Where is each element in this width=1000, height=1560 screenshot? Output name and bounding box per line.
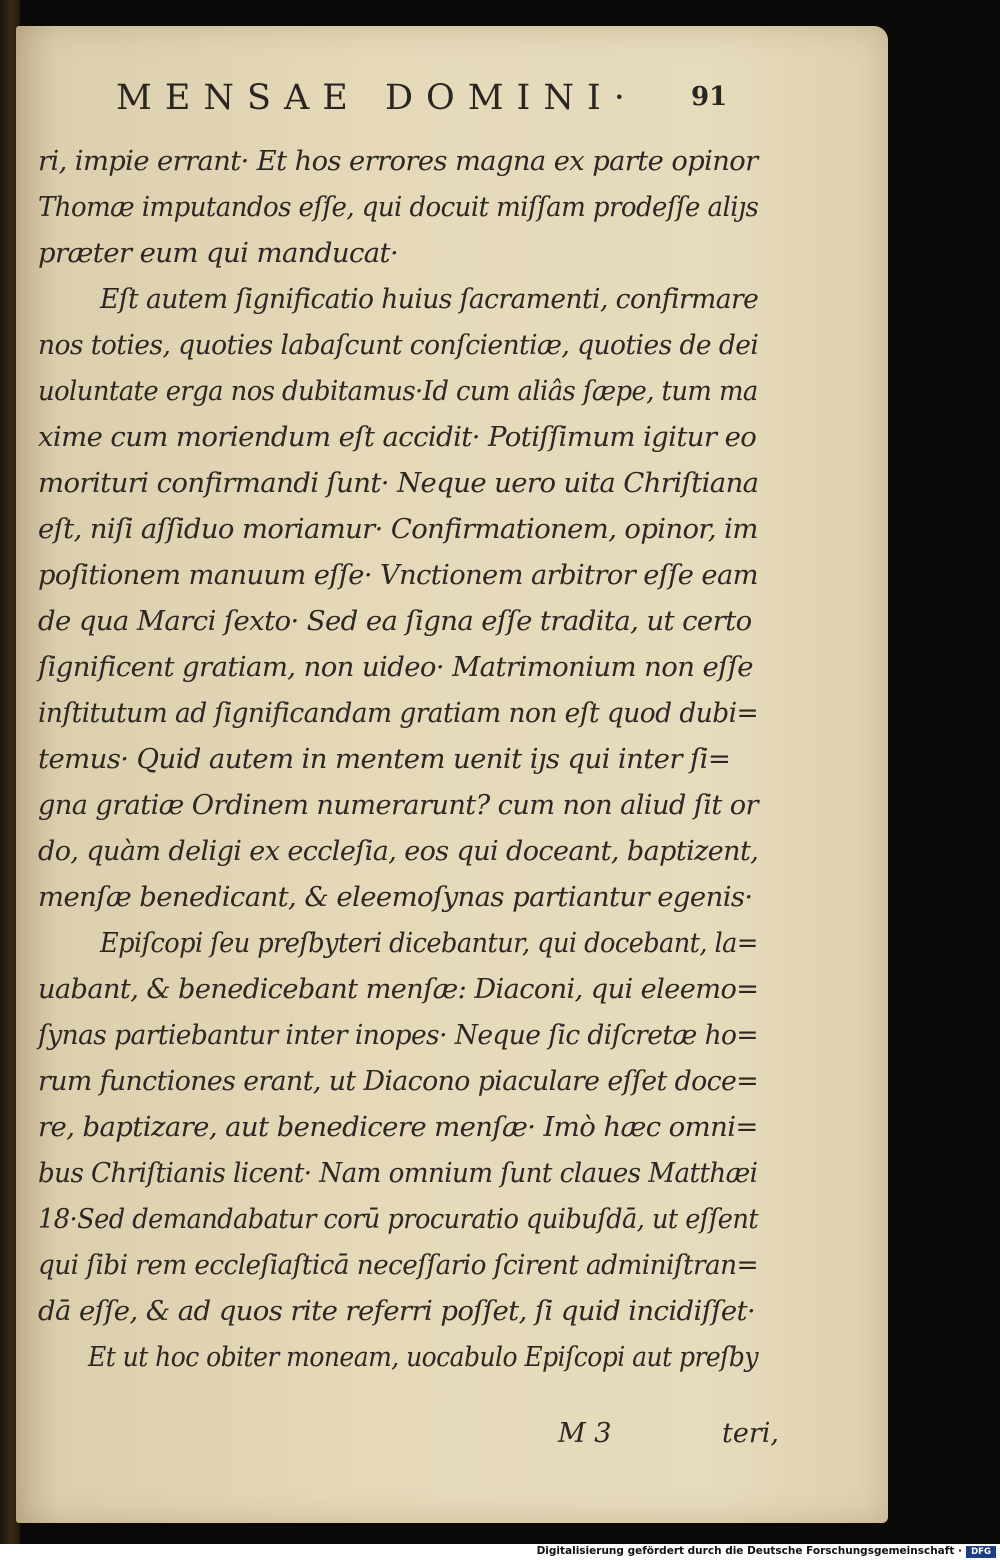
text-line: præter eum qui manducat· xyxy=(38,237,399,269)
text-line: uabant, & benedicebant menſæ: Diaconi, qui eleemo= xyxy=(38,973,759,1005)
text-line: qui ſibi rem eccleſiaſticā neceſſario ſcirent adminiſtran= xyxy=(38,1249,758,1281)
text-line: inſtitutum ad ſignificandam gratiam non eſt quod dubi= xyxy=(38,697,759,729)
text-line: bus Chriſtianis licent· Nam omnium ſunt claues Matthæi xyxy=(38,1157,758,1189)
text-line: Et ut hoc obiter moneam, uocabulo Epiſcopi aut preſby xyxy=(88,1341,758,1373)
text-line: Epiſcopi ſeu preſbyteri dicebantur, qui docebant, la= xyxy=(100,927,758,959)
text-line: Thomæ imputandos eſſe, qui docuit miſſam prodeſſe aliȷs xyxy=(38,191,759,223)
running-head xyxy=(116,60,736,130)
page-number: 91 xyxy=(691,82,728,112)
page-foot xyxy=(38,1418,798,1464)
text-line: eſt, niſi aſſiduo moriamur· Confirmationem, opinor, im xyxy=(38,513,758,545)
text-line: 18·Sed demandabatur corū procuratio quibuſdā, ut eſſent xyxy=(38,1203,759,1235)
text-line: ſynas partiebantur inter inopes· Neque ſic diſcretæ ho= xyxy=(38,1019,759,1051)
text-line: dā eſſe, & ad quos rite referri poſſet, ſi quid incidiſſet· xyxy=(38,1295,756,1327)
text-line: rum functiones erant, ut Diacono piaculare eſſet doce= xyxy=(38,1065,759,1097)
text-line: uoluntate erga nos dubitamus·Id cum aliâs ſæpe, tum ma xyxy=(38,375,758,407)
text-line: ſignificent gratiam, non uideo· Matrimonium non eſſe xyxy=(38,651,753,683)
text-line: morituri confirmandi ſunt· Neque uero uita Chriſtiana xyxy=(38,467,759,499)
text-line: de qua Marci ſexto· Sed ea ſigna eſſe tradita, ut certo xyxy=(38,605,752,637)
footer-bar xyxy=(0,1544,1000,1560)
funding-credit: Digitalisierung gefördert durch die Deutsche Forschungsgemeinschaft · xyxy=(536,1545,962,1557)
dfg-logo: DFG xyxy=(966,1546,996,1558)
text-line: menſæ benedicant, & eleemoſynas partiantur egenis· xyxy=(38,881,753,913)
text-line: xime cum moriendum eſt accidit· Potiſſimum igitur eo xyxy=(38,421,757,453)
signature-mark: M 3 xyxy=(558,1418,612,1449)
text-line: gna gratiæ Ordinem numerarunt? cum non aliud ſit or xyxy=(38,789,758,821)
text-line: Eſt autem ſignificatio huius ſacramenti, confirmare xyxy=(100,283,759,315)
running-title: MENSAE DOMINI· xyxy=(116,78,638,118)
book-page xyxy=(16,26,888,1523)
text-line: re, baptizare, aut benedicere menſæ· Imò hæc omni= xyxy=(38,1111,758,1143)
text-line: temus· Quid autem in mentem uenit iȷs qui inter ſi= xyxy=(38,743,731,775)
text-line: do, quàm deligi ex eccleſia, eos qui doceant, baptizent, xyxy=(38,835,759,867)
catchword: teri, xyxy=(722,1418,779,1449)
text-line: poſitionem manuum eſſe· Vnctionem arbitror eſſe eam xyxy=(38,559,758,591)
text-line: ri, impie errant· Et hos errores magna ex parte opinor xyxy=(38,145,758,177)
text-line: nos toties, quoties labaſcunt conſcientiæ, quoties de dei xyxy=(38,329,759,361)
